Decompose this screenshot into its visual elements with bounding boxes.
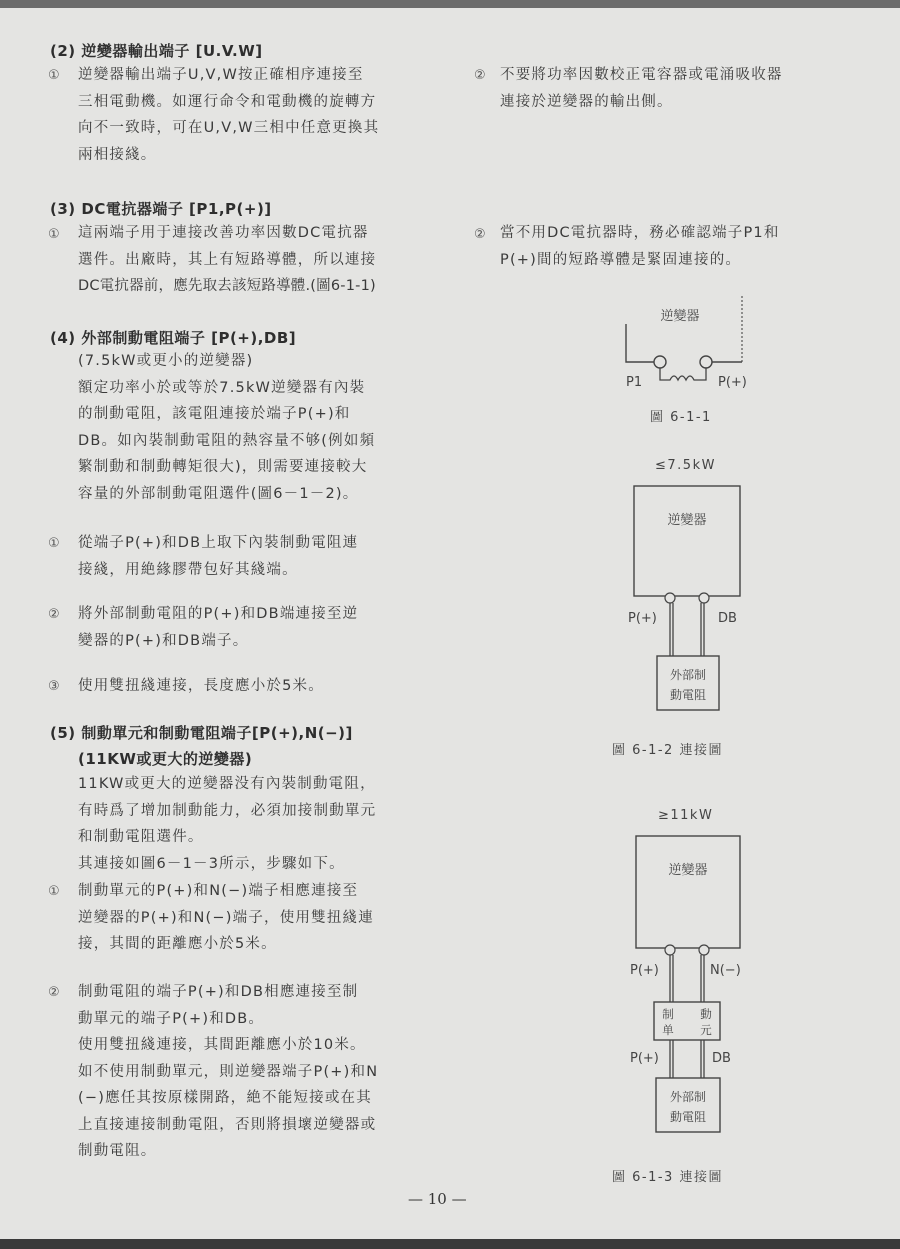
item-number: ③ bbox=[48, 679, 60, 694]
item-number: ② bbox=[48, 607, 60, 622]
inverter-box bbox=[634, 486, 740, 596]
item-number: ① bbox=[48, 884, 60, 899]
pplus-label: P(+) bbox=[628, 611, 657, 626]
item-number: ① bbox=[48, 536, 60, 551]
braking-unit-item-1: 制動單元的P(+)和N(−)端子相應連接至 逆變器的P(+)和N(−)端子，使用雙扭綫連 接，其間的距離應小於5米。 bbox=[78, 883, 374, 952]
inverter-label: 逆變器 bbox=[667, 513, 707, 528]
svg-text:動電阻: 動電阻 bbox=[669, 688, 707, 702]
item-number: ② bbox=[48, 985, 60, 1000]
braking-resistor-item-2: 將外部制動電阻的P(+)和DB端連接至逆 變器的P(+)和DB端子。 bbox=[78, 606, 359, 649]
braking-resistor-diagram bbox=[600, 480, 780, 720]
braking-unit-intro: 11KW或更大的逆變器没有內裝制動電阻， 有時爲了增加制動能力，必須加接制動單元 和制動電阻選件。 其連接如圖6－1－3所示，步驟如下。 bbox=[78, 776, 377, 872]
svg-text:制: 制 bbox=[662, 1007, 674, 1021]
fig2-rating: ≤7.5kW bbox=[655, 458, 716, 473]
page-number: — 10 — bbox=[408, 1190, 467, 1208]
db-label: DB bbox=[718, 611, 737, 626]
dc-reactor-coil bbox=[660, 368, 706, 380]
item-number: ① bbox=[48, 227, 60, 242]
svg-text:外部制: 外部制 bbox=[669, 668, 707, 682]
figure-6-1-1-caption: 圖 6-1-1 bbox=[650, 410, 712, 425]
p1-terminal bbox=[654, 356, 666, 368]
braking-resistor-intro: (7.5kW或更小的逆變器) 額定功率小於或等於7.5kW逆變器有內裝 的制動電阻，該電阻連接於端子P(+)和 DB。如內裝制動電阻的熱容量不够(例如頻 繁制動和制動轉矩很大)，則需要連接較大 容量的外部制動電阻選件(圖6－1－2)。 bbox=[78, 353, 376, 502]
p1-label: P1 bbox=[626, 375, 643, 390]
scan-top-edge bbox=[0, 0, 900, 8]
braking-unit-diagram bbox=[600, 830, 780, 1140]
pplus-terminal bbox=[700, 356, 712, 368]
output-terminal-item-1: 逆變器輸出端子U,V,W按正確相序連接至 三相電動機。如運行命令和電動機的旋轉方 向不一致時，可在U,V,W三相中任意更換其 兩相接綫。 bbox=[78, 67, 380, 163]
item-number: ② bbox=[474, 227, 486, 242]
heading-dc-reactor-terminals: (3) DC電抗器端子 [P1,P(+)] bbox=[50, 200, 272, 218]
svg-text:動電阻: 動電阻 bbox=[669, 1110, 707, 1124]
output-terminal-item-2: 不要將功率因數校正電容器或電涌吸收器 連接於逆變器的輸出側。 bbox=[500, 67, 783, 110]
inverter-label: 逆變器 bbox=[660, 309, 700, 324]
item-number: ② bbox=[474, 68, 486, 83]
svg-text:元: 元 bbox=[700, 1023, 712, 1037]
heading-braking-resistor-terminals: (4) 外部制動電阻端子 [P(+),DB] bbox=[50, 329, 297, 347]
fig3-rating: ≥11kW bbox=[658, 808, 714, 823]
braking-resistor-item-1: 從端子P(+)和DB上取下內裝制動電阻連 接綫，用絶緣膠帶包好其綫端。 bbox=[78, 535, 359, 578]
heading-braking-unit-terminals: (5) 制動單元和制動電阻端子[P(+),N(−)] bbox=[50, 724, 353, 742]
inverter-label: 逆變器 bbox=[668, 863, 708, 878]
svg-text:单: 单 bbox=[662, 1023, 674, 1037]
svg-text:動: 動 bbox=[700, 1007, 712, 1021]
scan-bottom-edge bbox=[0, 1239, 900, 1249]
pplus-label: P(+) bbox=[630, 1051, 659, 1066]
dc-reactor-item-1: 這兩端子用于連接改善功率因數DC電抗器 選件。出廠時，其上有短路導體，所以連接 DC電抗器前，應先取去該短路導體.(圖6-1-1) bbox=[78, 225, 377, 294]
heading-output-terminals: (2) 逆變器輸出端子 [U.V.W] bbox=[50, 42, 263, 60]
braking-unit-item-2: 制動電阻的端子P(+)和DB相應連接至制 動單元的端子P(+)和DB。 使用雙扭綫連接，其間距離應小於10米。 如不使用制動單元，則逆變器端子P(+)和N (−)應任其按原樣開路，絶不能短接或在其 上直接連接制動電阻，否則將損壞逆變器或 制動電阻。 bbox=[78, 984, 379, 1159]
braking-resistor-item-3: 使用雙扭綫連接，長度應小於5米。 bbox=[78, 678, 324, 694]
figure-6-1-3-caption: 圖 6-1-3 連接圖 bbox=[612, 1170, 723, 1185]
dc-reactor-diagram bbox=[600, 296, 780, 396]
db-label: DB bbox=[712, 1051, 731, 1066]
braking-unit-rating: (11KW或更大的逆變器) bbox=[78, 750, 253, 768]
inverter-box bbox=[636, 836, 740, 948]
svg-text:外部制: 外部制 bbox=[669, 1090, 707, 1104]
figure-6-1-2-caption: 圖 6-1-2 連接圖 bbox=[612, 743, 723, 758]
item-number: ① bbox=[48, 68, 60, 83]
nminus-label: N(−) bbox=[710, 963, 741, 978]
dc-reactor-item-2: 當不用DC電抗器時，務必確認端子P1和 P(+)間的短路導體是緊固連接的。 bbox=[500, 225, 780, 268]
pplus-label: P(+) bbox=[718, 375, 747, 390]
pplus-label: P(+) bbox=[630, 963, 659, 978]
